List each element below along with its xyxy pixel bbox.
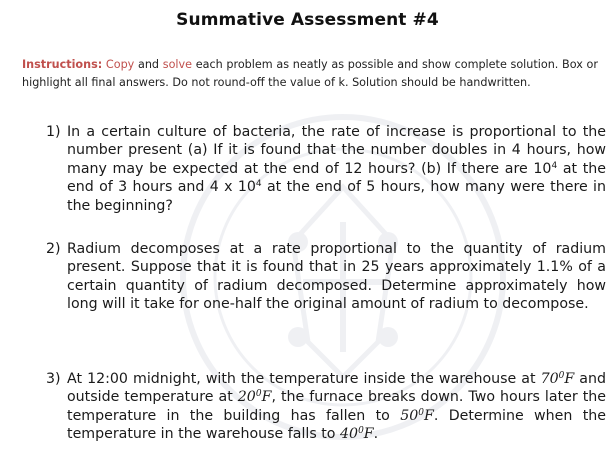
instructions-body: each problem as neatly as possible and show complete solution. Box or highlight all final answers. Do not round-off the value of k. Solution should be handwritten.	[22, 58, 598, 89]
temp-target	[340, 426, 374, 442]
temp-inside-value: 70	[540, 371, 559, 387]
problem-1-text	[67, 123, 606, 215]
problem-3	[46, 370, 606, 444]
temp-target-unit: F	[363, 426, 374, 443]
problem-3-text-c: , the furnace breaks down. Two hours later the temperature in the building has fallen to	[67, 389, 606, 424]
temp-later-unit: F	[424, 407, 434, 424]
problem-1-text-c: at the end of 5 hours, how many were there in the beginning?	[67, 179, 606, 214]
problem-1-exponent-b: 4	[255, 179, 262, 190]
problem-1-text-a: In a certain culture of bacteria, the rate of increase is proportional to the number present (a) If it is found that the number doubles in 4 hours, how many may be expected at the end of 12 hours? (b) If there are 10	[67, 124, 606, 177]
temp-later	[400, 408, 434, 424]
temp-target-value: 40	[340, 426, 359, 443]
problem-3-number: 3)	[46, 371, 61, 387]
problem-3-text-d: . Determine when the temperature in the warehouse falls to	[67, 407, 606, 443]
problem-3-text-a: At 12:00 midnight, with the temperature inside the warehouse at	[67, 371, 541, 387]
instructions-label: Instructions:	[22, 58, 103, 71]
problem-2-text: Radium decomposes at a rate proportional to the quantity of radium present. Suppose that it is found that in 25 years approximately 1.1% of a certain quantity of radium decomposed. Determine approximately how long will it take for one-half the original amount of radium to decompose.	[67, 241, 606, 313]
problem-1-number: 1)	[46, 124, 61, 140]
instructions-paragraph	[22, 56, 598, 92]
problem-3-text-e: .	[373, 426, 379, 443]
problem-1-text-b: at the end of 3 hours and 4 x 10	[67, 160, 606, 196]
problem-3-text-b: and outside temperature at	[67, 371, 606, 406]
temp-outside	[238, 389, 272, 405]
problem-1-exponent-a: 4	[551, 160, 558, 171]
temp-inside-degree: 0	[558, 371, 565, 381]
temp-inside	[541, 371, 575, 387]
temp-outside-degree: 0	[255, 389, 262, 400]
problem-3-text	[67, 370, 606, 444]
temp-inside-unit: F	[564, 371, 575, 387]
temp-outside-value: 20	[237, 389, 256, 406]
temp-later-degree: 0	[418, 407, 424, 418]
page-title: Summative Assessment #4	[176, 10, 439, 30]
problem-2-number: 2)	[46, 241, 61, 257]
temp-outside-unit: F	[261, 389, 272, 406]
problem-2	[46, 240, 606, 314]
temp-later-value: 50	[400, 407, 419, 424]
instructions-copy-word: Copy	[105, 58, 135, 71]
temp-target-degree: 0	[358, 426, 364, 437]
instructions-solve-word: solve	[162, 58, 193, 71]
instructions-and-word: and	[134, 58, 163, 71]
problem-1	[46, 123, 606, 215]
